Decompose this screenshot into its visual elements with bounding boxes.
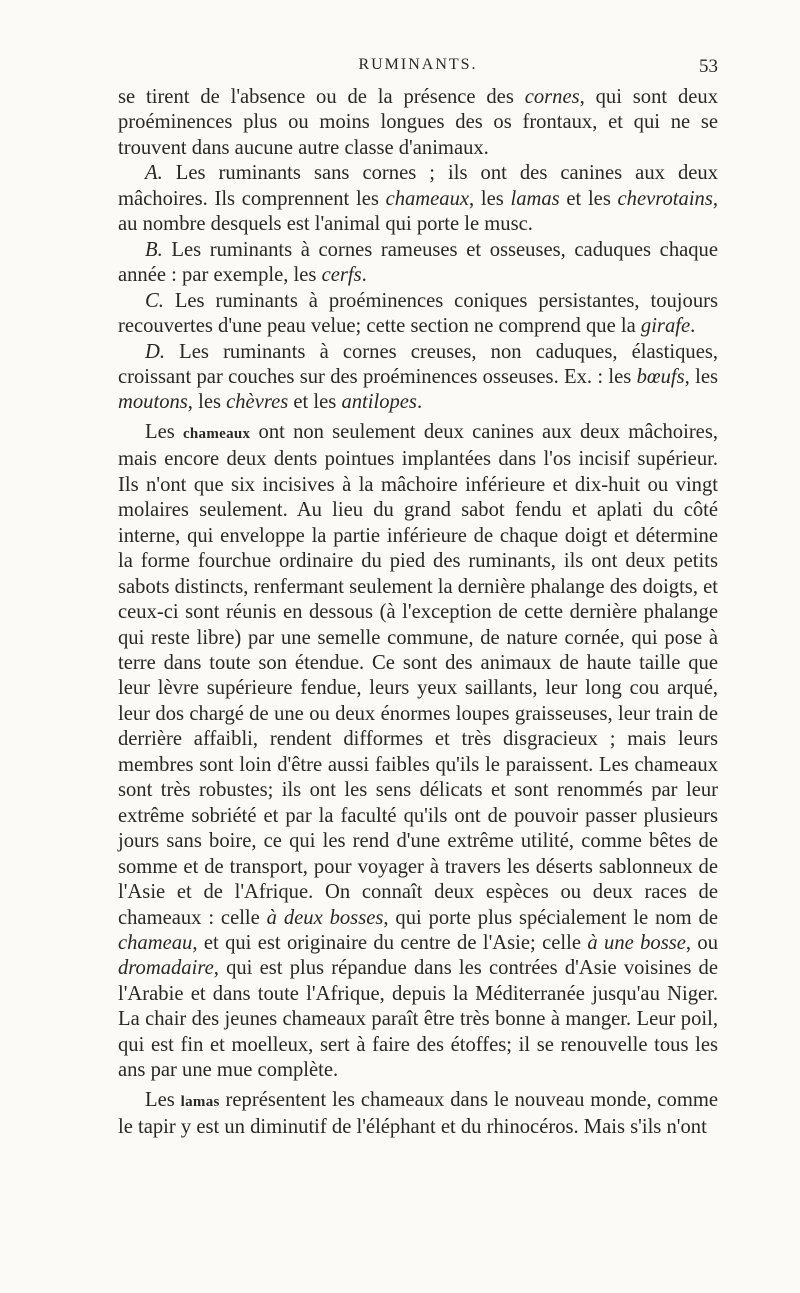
paragraph-chameaux: Les chameaux ont non seulement deux canines aux deux mâchoires, mais encore deux dents pointues implantées dans l'os incisif supérieur. Ils n'ont que six incisives à la mâchoire inférieure et dix-huit ou vingt molaires seulement. Au lieu du grand sabot fendu et aplati du côté interne, qui enveloppe la partie inférieure de chaque doigt et détermine la forme fourchue ordinaire du pied des ruminants, ils ont deux petits sabots distincts, renfermant seulement la dernière phalange des doigts, et ceux-ci sont réunis en dessous (à l'exception de cette dernière phalange qui reste libre) par une semelle commune, de nature cornée, qui pose à terre dans toute son étendue. Ce sont des animaux de haute taille que leur lèvre supérieure fendue, leurs yeux saillants, leur long cou arqué, leur dos chargé de une ou deux énormes loupes graisseuses, leur train de derrière affaibli, rendent difformes et très disgracieux ; mais leurs membres sont loin d'être aussi faibles qu'ils le paraissent. Les chameaux sont très robustes; ils ont les sens délicats et sont renommés par leur extrême sobriété et par la faculté qu'ils ont de pouvoir passer plusieurs jours sans boire, ce qui les rend d'une extrême utilité, comme bêtes de somme et de transport, pour voyager à travers les déserts sablonneux de l'Asie et de l'Afrique. On connaît deux espèces ou deux races de chameaux : celle à deux bosses, qui porte plus spécialement le nom de chameau, et qui est originaire du centre de l'Asie; celle à une bosse, ou dromadaire, qui est plus répandue dans les contrées d'Asie voisines de l'Arabie et dans toute l'Afrique, depuis la Méditerranée jusqu'au Niger. La chair des jeunes chameaux paraît être très bonne à manger. Leur poil, qui est fin et moelleux, sert à faire des étoffes; il se renouvelle tous les ans par une mue complète. (118, 420, 718, 1082)
section-mark-c: C. (145, 289, 164, 312)
term-chameaux: chameaux (182, 425, 251, 442)
running-title: RUMINANTS. (358, 56, 478, 73)
term-lamas: lamas (180, 1093, 220, 1110)
paragraph-lamas: Les lamas représentent les chameaux dans le nouveau monde, comme le tapir y est un diminutif de l'éléphant et du rhinocéros. Mais s'ils n'ont (118, 1088, 718, 1139)
paragraph-d: D. Les ruminants à cornes creuses, non caduques, élastiques, croissant par couches sur des proéminences osseuses. Ex. : les bœufs, les moutons, les chèvres et les antilopes. (118, 340, 718, 414)
body-text (118, 85, 718, 1141)
paragraph-b: B. Les ruminants à cornes rameuses et osseuses, caduques chaque année : par exemple, les cerfs. (118, 238, 718, 287)
page-number: 53 (699, 56, 718, 77)
paragraph-intro: se tirent de l'absence ou de la présence des cornes, qui sont deux proéminences plus ou moins longues des os frontaux, et qui ne se trouvent dans aucune autre classe d'animaux. (118, 86, 718, 159)
section-mark-b: B. (145, 238, 163, 261)
section-mark-a: A. (145, 162, 163, 185)
paragraph-a: A. Les ruminants sans cornes ; ils ont des canines aux deux mâchoires. Ils comprennent les chameaux, les lamas et les chevrotains, au nombre desquels est l'animal qui porte le musc. (118, 162, 719, 236)
page-header (118, 56, 718, 80)
section-mark-d: D. (145, 340, 166, 363)
paragraph-c: C. Les ruminants à proéminences coniques persistantes, toujours recouvertes d'une peau velue; cette section ne comprend que la girafe. (118, 289, 718, 338)
